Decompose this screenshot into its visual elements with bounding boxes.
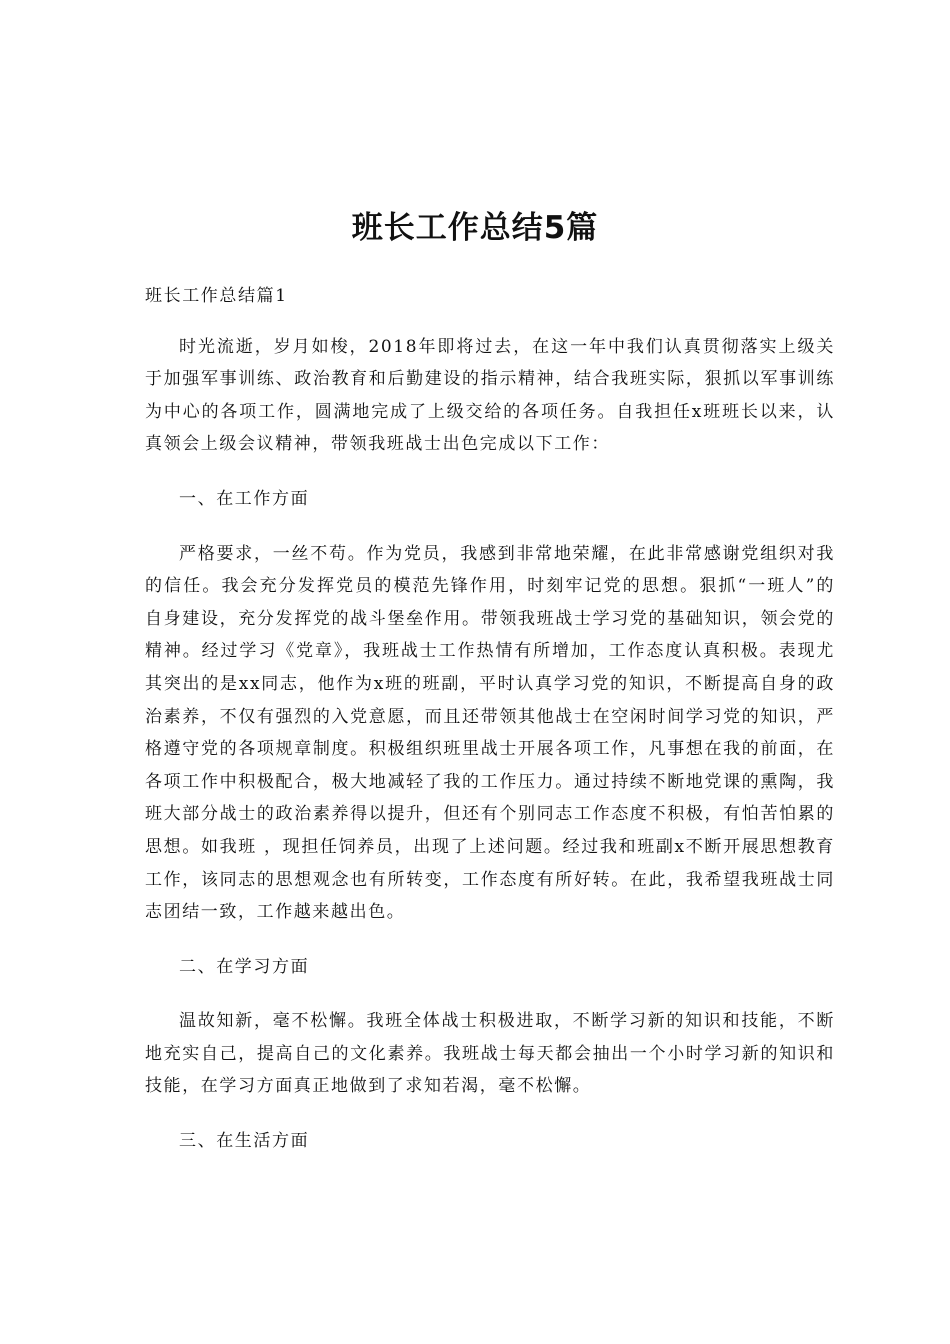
document-title: 班长工作总结5篇 [351, 210, 599, 246]
heading-work: 一、在工作方面 [179, 488, 310, 509]
heading-study: 二、在学习方面 [179, 956, 310, 977]
paragraph-intro: 时光流逝，岁月如梭，2018年即将过去，在这一年中我们认真贯彻落实上级关于加强军事训练、政治教育和后勤建设的指示精神，结合我班实际，狠抓以军事训练为中心的各项工作，圆满地完成了上级交给的各项任务。自我担任x班班长以来，认真领会上级会议精神，带领我班战士出色完成以下工作： [145, 336, 835, 455]
paragraph-work: 严格要求，一丝不苟。作为党员，我感到非常地荣耀，在此非常感谢党组织对我的信任。我会充分发挥党员的模范先锋作用，时刻牢记党的思想。狠抓“一班人”的自身建设，充分发挥党的战斗堡垒作用。带领我班战士学习党的基础知识，领会党的精神。经过学习《党章》，我班战士工作热情有所增加，工作态度认真积极。表现尤其突出的是xx同志，他作为x班的班副，平时认真学习党的知识，不断提高自身的政治素养，不仅有强烈的入党意愿，而且还带领其他战士在空闲时间学习党的知识，严格遵守党的各项规章制度。积极组织班里战士开展各项工作，凡事想在我的前面，在各项工作中积极配合，极大地减轻了我的工作压力。通过持续不断地党课的熏陶，我班大部分战士的政治素养得以提升，但还有个别同志工作态度不积极，有怕苦怕累的思想。如我班 ，现担任饲养员，出现了上述问题。经过我和班副x不断开展思想教育工作，该同志的思想观念也有所转变，工作态度有所好转。在此，我希望我班战士同志团结一致，工作越来越出色。 [145, 543, 835, 923]
section-subtitle: 班长工作总结篇1 [145, 286, 288, 306]
heading-life: 三、在生活方面 [179, 1131, 310, 1152]
document-body [145, 280, 835, 1180]
paragraph-study: 温故知新，毫不松懈。我班全体战士积极进取，不断学习新的知识和技能，不断地充实自己，提高自己的文化素养。我班战士每天都会抽出一个小时学习新的知识和技能，在学习方面真正地做到了求知若渴，毫不松懈。 [145, 1011, 835, 1097]
